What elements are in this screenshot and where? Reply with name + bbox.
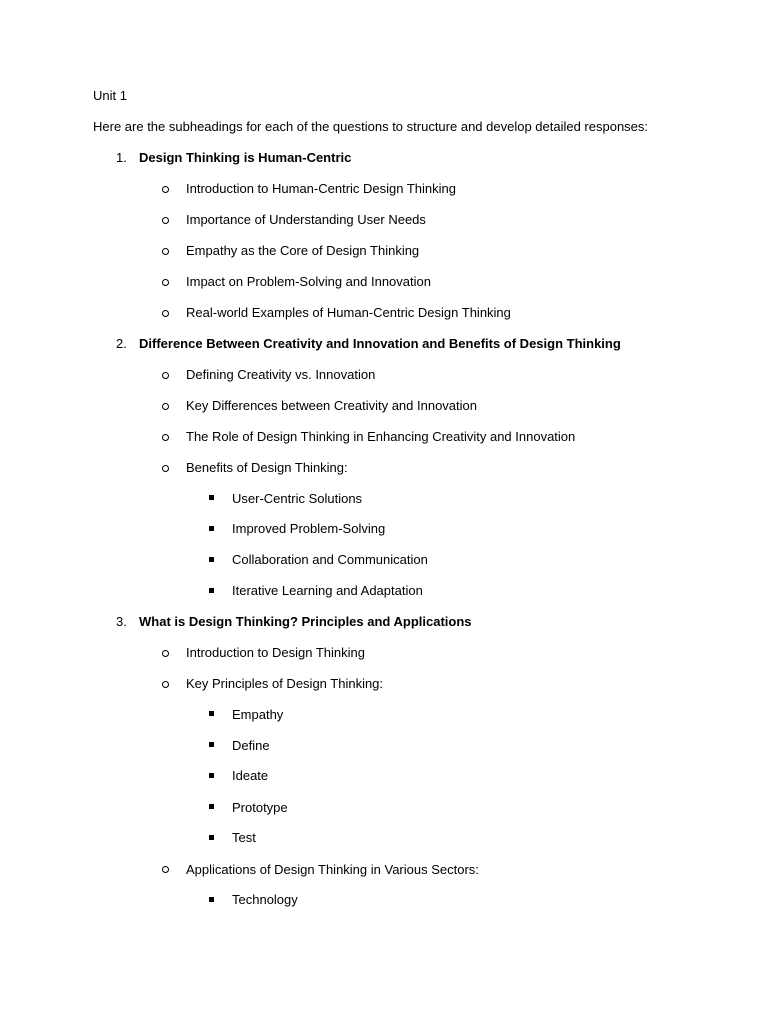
sub-list-item: Iterative Learning and Adaptation: [232, 583, 423, 598]
hollow-bullet-icon: [162, 681, 169, 688]
square-bullet-icon: [209, 897, 214, 902]
section-number: 3.: [116, 614, 127, 629]
hollow-bullet-icon: [162, 866, 169, 873]
hollow-bullet-icon: [162, 310, 169, 317]
sub-list-item: Ideate: [232, 768, 269, 783]
list-item: Importance of Understanding User Needs: [186, 212, 426, 227]
sub-list-item: Define: [232, 738, 270, 753]
square-bullet-icon: [209, 742, 214, 747]
list-item: Introduction to Human-Centric Design Thinking: [186, 181, 457, 196]
square-bullet-icon: [209, 804, 214, 809]
list-item: Key Differences between Creativity and Innovation: [186, 398, 477, 413]
hollow-bullet-icon: [162, 279, 169, 286]
sub-list-item: Collaboration and Communication: [232, 552, 428, 567]
section-heading: Design Thinking is Human-Centric: [139, 150, 352, 165]
list-item: Applications of Design Thinking in Various Sectors:: [186, 862, 479, 877]
section-number: 1.: [116, 150, 127, 165]
list-item: Real-world Examples of Human-Centric Design Thinking: [186, 305, 511, 320]
sub-list-item: Prototype: [232, 800, 288, 815]
sub-list-item: Improved Problem-Solving: [232, 521, 386, 536]
intro-text: Here are the subheadings for each of the questions to structure and develop detailed responses:: [93, 119, 649, 134]
square-bullet-icon: [209, 495, 214, 500]
hollow-bullet-icon: [162, 372, 169, 379]
square-bullet-icon: [209, 557, 214, 562]
list-item: The Role of Design Thinking in Enhancing Creativity and Innovation: [186, 429, 576, 444]
section-heading: Difference Between Creativity and Innovation and Benefits of Design Thinking: [139, 336, 621, 351]
list-item: Empathy as the Core of Design Thinking: [186, 243, 420, 258]
unit-title: Unit 1: [93, 88, 127, 103]
square-bullet-icon: [209, 711, 214, 716]
list-item: Impact on Problem-Solving and Innovation: [186, 274, 431, 289]
square-bullet-icon: [209, 773, 214, 778]
hollow-bullet-icon: [162, 434, 169, 441]
hollow-bullet-icon: [162, 186, 169, 193]
hollow-bullet-icon: [162, 217, 169, 224]
sub-list-item: Test: [232, 830, 256, 845]
section-heading: What is Design Thinking? Principles and Applications: [139, 614, 472, 629]
list-item: Benefits of Design Thinking:: [186, 460, 348, 475]
sub-list-item: Technology: [232, 892, 298, 907]
hollow-bullet-icon: [162, 248, 169, 255]
square-bullet-icon: [209, 588, 214, 593]
square-bullet-icon: [209, 526, 214, 531]
list-item: Introduction to Design Thinking: [186, 645, 365, 660]
hollow-bullet-icon: [162, 465, 169, 472]
hollow-bullet-icon: [162, 650, 169, 657]
list-item: Defining Creativity vs. Innovation: [186, 367, 376, 382]
sub-list-item: User-Centric Solutions: [232, 491, 363, 506]
list-item: Key Principles of Design Thinking:: [186, 676, 384, 691]
section-number: 2.: [116, 336, 127, 351]
square-bullet-icon: [209, 835, 214, 840]
sub-list-item: Empathy: [232, 707, 284, 722]
hollow-bullet-icon: [162, 403, 169, 410]
